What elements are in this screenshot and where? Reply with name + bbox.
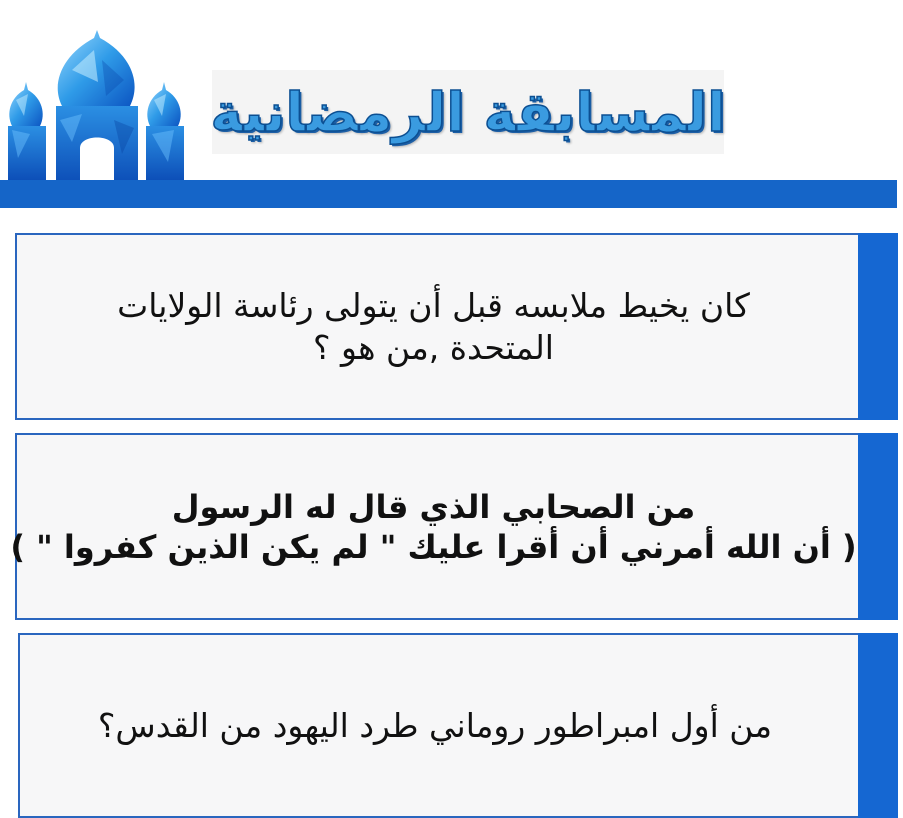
header-divider-bar [0,180,897,208]
header [0,0,903,180]
card-accent-tab [858,233,898,420]
card-accent-tab [858,433,898,620]
question-line: من أول امبراطور روماني طرد اليهود من القدس؟ [97,705,773,745]
question-line: كان يخيط ملابسه قبل أن يتولى رئاسة الولايات [117,286,750,326]
question-card [18,633,898,818]
question-line: ( أن الله أمرني أن أقرا عليك " لم يكن الذين كفروا " ) [10,527,857,566]
question-line: من الصحابي الذي قال له الرسول [171,487,696,526]
question-line: المتحدة ,من هو ؟ [313,327,554,367]
title-plate [212,70,724,154]
question-card [15,233,898,420]
card-accent-tab [858,633,898,818]
question-card [10,433,898,620]
mosque-icon [2,30,188,182]
page-title: المسابقة الرمضانية [210,80,726,144]
